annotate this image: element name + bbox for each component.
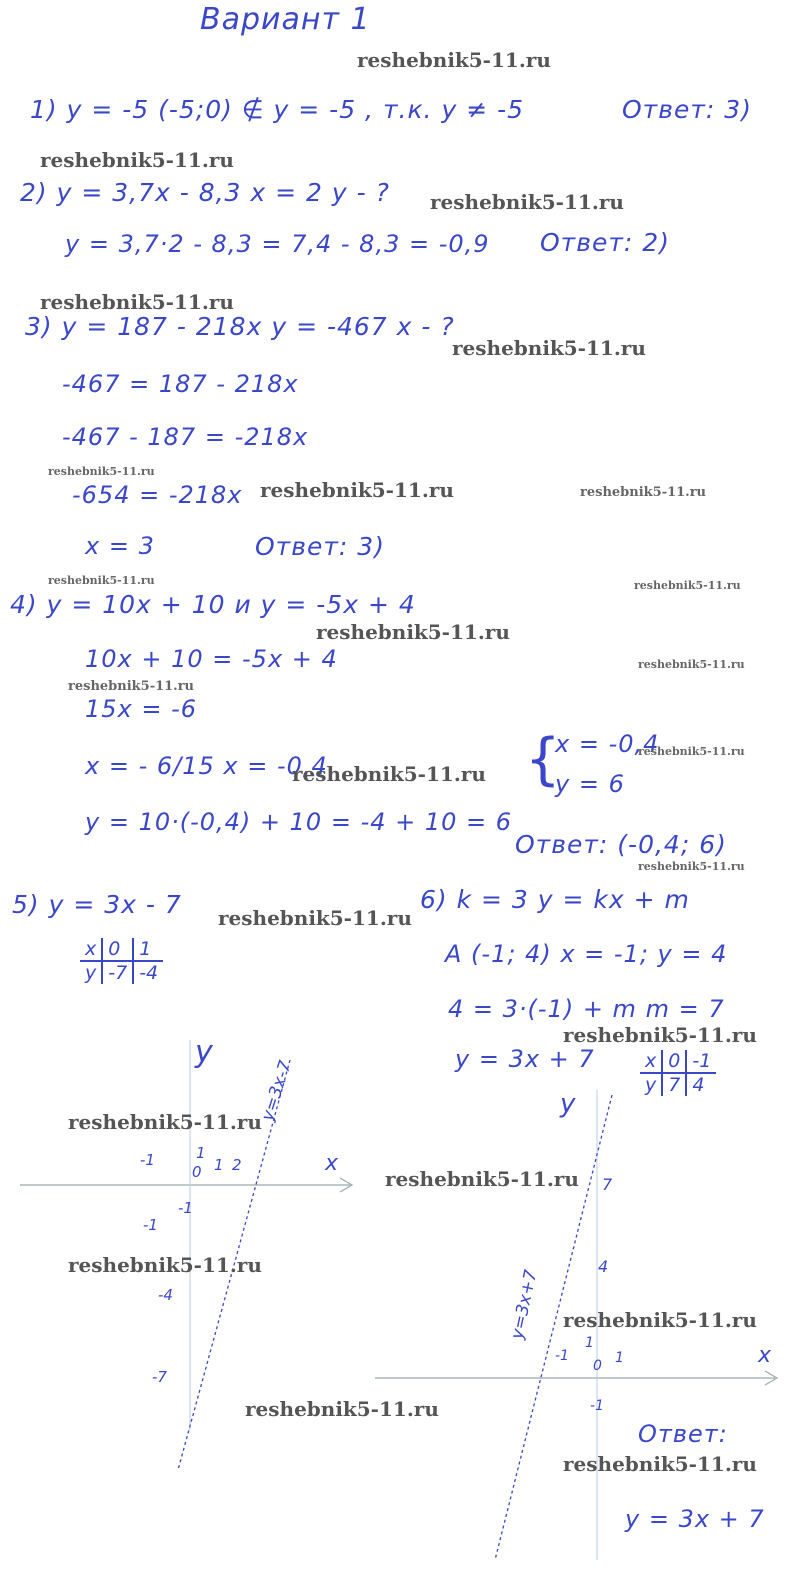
problem-6-line-1: A (-1; 4) x = -1; y = 4 [445, 940, 728, 968]
problem-4: 4) y = 10x + 10 и y = -5x + 4 [10, 590, 416, 619]
graph5-tick: -1 [178, 1199, 193, 1217]
watermark: reshebnik5-11.ru [292, 762, 486, 786]
graph6-tick: 1 [615, 1350, 624, 1366]
graph6-tick: -1 [555, 1348, 569, 1364]
graph6-axis-y-label: y [560, 1089, 576, 1119]
problem-3: 3) y = 187 - 218x y = -467 x - ? [25, 312, 455, 341]
watermark: reshebnik5-11.ru [638, 658, 745, 671]
watermark: reshebnik5-11.ru [48, 574, 155, 587]
problem-2: 2) y = 3,7x - 8,3 x = 2 y - ? [20, 178, 390, 207]
watermark: reshebnik5-11.ru [245, 1397, 439, 1421]
watermark: reshebnik5-11.ru [430, 190, 624, 214]
graph5-line-label: y=3x-7 [257, 1058, 296, 1124]
watermark: reshebnik5-11.ru [580, 485, 707, 500]
problem-4-line-3: x = - 6/15 x = -0,4 [85, 752, 328, 780]
watermark: reshebnik5-11.ru [452, 336, 646, 360]
problem-1: 1) y = -5 (-5;0) ∉ y = -5 , т.к. y ≠ -5 [30, 95, 525, 124]
table6-y-1: 4 [686, 1073, 716, 1096]
watermark: reshebnik5-11.ru [68, 1253, 262, 1277]
watermark: reshebnik5-11.ru [563, 1023, 757, 1047]
watermark: reshebnik5-11.ru [638, 745, 745, 758]
graph6-line-label: y=3x+7 [507, 1268, 542, 1342]
problem-4-line-4: y = 10·(-0,4) + 10 = -4 + 10 = 6 [85, 808, 513, 836]
page-title: Вариант 1 [200, 2, 371, 37]
watermark: reshebnik5-11.ru [68, 1110, 262, 1134]
problem-4-system-line-2: y = 6 [555, 770, 625, 798]
problem-6-answer-label: Ответ: [638, 1420, 728, 1448]
graph6-tick: 1 [585, 1335, 594, 1351]
table6-y-0: 7 [662, 1073, 686, 1096]
problem-5: 5) y = 3x - 7 [12, 890, 182, 919]
watermark: reshebnik5-11.ru [634, 579, 741, 592]
problem-3-line-1: -467 = 187 - 218x [62, 370, 299, 398]
graph5-tick: -1 [140, 1151, 155, 1169]
watermark: reshebnik5-11.ru [40, 148, 234, 172]
table6-x-1: -1 [686, 1050, 716, 1073]
graph6-axis-x-label: x [758, 1343, 772, 1368]
problem-2-calc: y = 3,7·2 - 8,3 = 7,4 - 8,3 = -0,9 [65, 230, 490, 258]
watermark: reshebnik5-11.ru [260, 478, 454, 502]
watermark: reshebnik5-11.ru [638, 860, 745, 873]
watermark: reshebnik5-11.ru [563, 1308, 757, 1332]
table6-x-0: 0 [662, 1050, 686, 1073]
table5-y-label: y [85, 962, 97, 984]
table5-x-label: x [80, 938, 102, 961]
table5-x-0: 0 [102, 938, 133, 961]
graph5-tick: -7 [152, 1368, 167, 1386]
graph5-tick: -1 [143, 1216, 158, 1234]
graph6-tick: -1 [590, 1398, 604, 1414]
table6-y-label: y [645, 1074, 657, 1096]
watermark: reshebnik5-11.ru [385, 1167, 579, 1191]
watermark: reshebnik5-11.ru [48, 465, 155, 478]
problem-4-system-brace: { [525, 727, 561, 792]
table5-y-0: -7 [102, 961, 133, 984]
problem-4-answer: Ответ: (-0,4; 6) [515, 830, 727, 859]
graph5-axis-y-label: y [195, 1035, 213, 1070]
graph6-tick: 4 [598, 1257, 609, 1276]
graph5-tick: 0 [192, 1163, 202, 1181]
table5-x-1: 1 [133, 938, 163, 961]
watermark: reshebnik5-11.ru [68, 679, 195, 694]
problem-6-answer: y = 3x + 7 [625, 1505, 765, 1533]
problem-3-line-2: -467 - 187 = -218x [62, 423, 309, 451]
problem-4-line-1: 10x + 10 = -5x + 4 [85, 645, 338, 673]
graph5-tick: 2 [232, 1156, 242, 1174]
table5-y-1: -4 [133, 961, 163, 984]
problem-2-answer: Ответ: 2) [540, 228, 670, 257]
problem-3-line-4: x = 3 [85, 532, 155, 560]
problem-3-answer: Ответ: 3) [255, 532, 385, 561]
table6-x-label: x [640, 1050, 662, 1073]
graph6-tick: 7 [602, 1175, 613, 1194]
watermark: reshebnik5-11.ru [40, 290, 234, 314]
watermark: reshebnik5-11.ru [316, 620, 510, 644]
problem-6: 6) k = 3 y = kx + m [420, 885, 690, 914]
problem-6-line-2: 4 = 3·(-1) + m m = 7 [448, 995, 725, 1023]
watermark: reshebnik5-11.ru [563, 1452, 757, 1476]
graph6-tick: 0 [593, 1358, 602, 1374]
graph5-tick: -4 [158, 1286, 173, 1304]
watermark: reshebnik5-11.ru [357, 48, 551, 72]
problem-6-line-3: y = 3x + 7 [455, 1045, 595, 1073]
problem-4-line-2: 15x = -6 [85, 695, 198, 723]
graph5-tick: 1 [196, 1144, 206, 1162]
graph5-tick: 1 [214, 1156, 224, 1174]
problem-4-system-line-1: x = -0,4 [555, 730, 660, 758]
problem-1-answer: Ответ: 3) [622, 95, 752, 124]
graph5-axis-x-label: x [325, 1151, 339, 1176]
problem-3-line-3: -654 = -218x [72, 481, 243, 509]
watermark: reshebnik5-11.ru [218, 906, 412, 930]
